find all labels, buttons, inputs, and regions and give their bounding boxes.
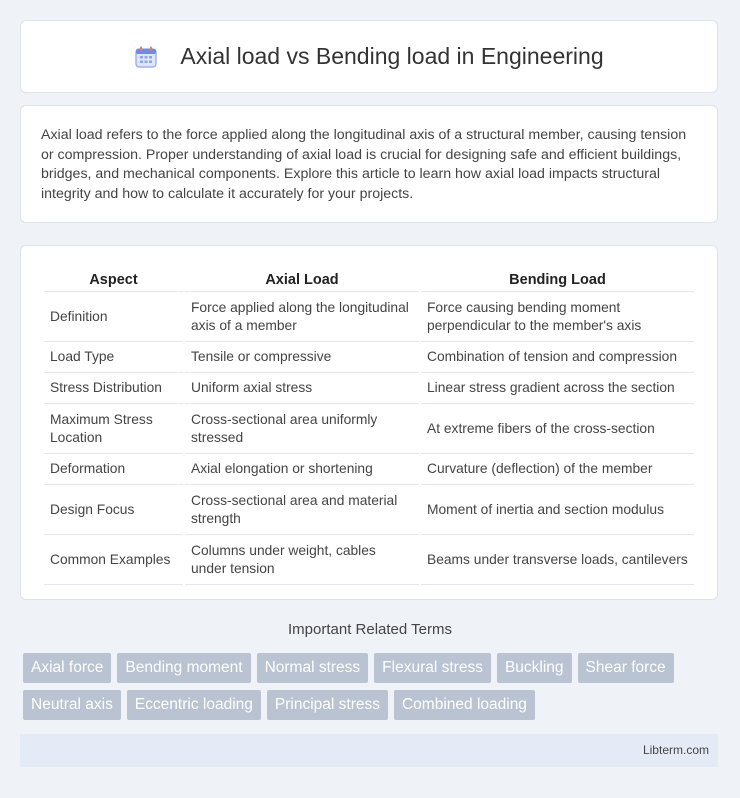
column-header-aspect: Aspect (44, 266, 183, 292)
table-row (44, 404, 694, 454)
table-cell: Cross-sectional area uniformly stressed (185, 404, 419, 454)
footer-brand-link[interactable]: Libterm.com (642, 743, 709, 757)
calendar-icon (134, 45, 158, 69)
table-cell: Deformation (44, 454, 183, 485)
table-cell: Combination of tension and compression (421, 342, 694, 373)
column-header-axial-load: Axial Load (185, 266, 419, 292)
table-cell: Definition (44, 292, 183, 342)
tag-normal-stress[interactable]: Normal stress (257, 653, 369, 683)
tag-shear-force[interactable]: Shear force (578, 653, 674, 683)
tag-flexural-stress[interactable]: Flexural stress (374, 653, 491, 683)
table-cell: Stress Distribution (44, 373, 183, 404)
table-cell: Force applied along the longitudinal axis of a member (185, 292, 419, 342)
intro-text: Axial load refers to the force applied along the longitudinal axis of a structural member, causing tension or compression. Proper understanding of axial load is crucial for designing safe and efficient buildings, bridges, and mechanical components. Explore this article to learn how axial load impacts structural integrity and how to calculate it accurately for your projects. (41, 127, 687, 202)
table-row (44, 454, 694, 485)
footer (20, 734, 718, 767)
tag-bending-moment[interactable]: Bending moment (117, 653, 250, 683)
related-terms-title: Important Related Terms (288, 621, 452, 638)
header-card (20, 20, 718, 93)
table-cell: Maximum Stress Location (44, 404, 183, 454)
table-cell: Curvature (deflection) of the member (421, 454, 694, 485)
column-header-bending-load: Bending Load (421, 266, 694, 292)
table-row (44, 292, 694, 342)
tag-neutral-axis[interactable]: Neutral axis (23, 690, 121, 720)
table-row (44, 373, 694, 404)
table-cell: Columns under weight, cables under tension (185, 535, 419, 585)
related-terms-tags (23, 653, 713, 720)
table-cell: Moment of inertia and section modulus (421, 485, 694, 535)
table-row (44, 485, 694, 535)
table-cell: At extreme fibers of the cross-section (421, 404, 694, 454)
page-title: Axial load vs Bending load in Engineering (180, 43, 604, 69)
table-cell: Common Examples (44, 535, 183, 585)
table-cell: Axial elongation or shortening (185, 454, 419, 485)
comparison-table (42, 266, 696, 585)
table-cell: Cross-sectional area and material strength (185, 485, 419, 535)
tag-principal-stress[interactable]: Principal stress (267, 690, 388, 720)
table-cell: Beams under transverse loads, cantilevers (421, 535, 694, 585)
tag-axial-force[interactable]: Axial force (23, 653, 111, 683)
table-cell: Design Focus (44, 485, 183, 535)
table-cell: Uniform axial stress (185, 373, 419, 404)
tag-combined-loading[interactable]: Combined loading (394, 690, 535, 720)
intro-card (20, 105, 718, 223)
table-row (44, 342, 694, 373)
comparison-table-card (20, 245, 718, 600)
table-cell: Force causing bending moment perpendicular to the member's axis (421, 292, 694, 342)
table-row (44, 535, 694, 585)
table-cell: Linear stress gradient across the section (421, 373, 694, 404)
table-cell: Tensile or compressive (185, 342, 419, 373)
table-header-row (44, 266, 694, 292)
table-cell: Load Type (44, 342, 183, 373)
tag-buckling[interactable]: Buckling (497, 653, 572, 683)
tag-eccentric-loading[interactable]: Eccentric loading (127, 690, 261, 720)
